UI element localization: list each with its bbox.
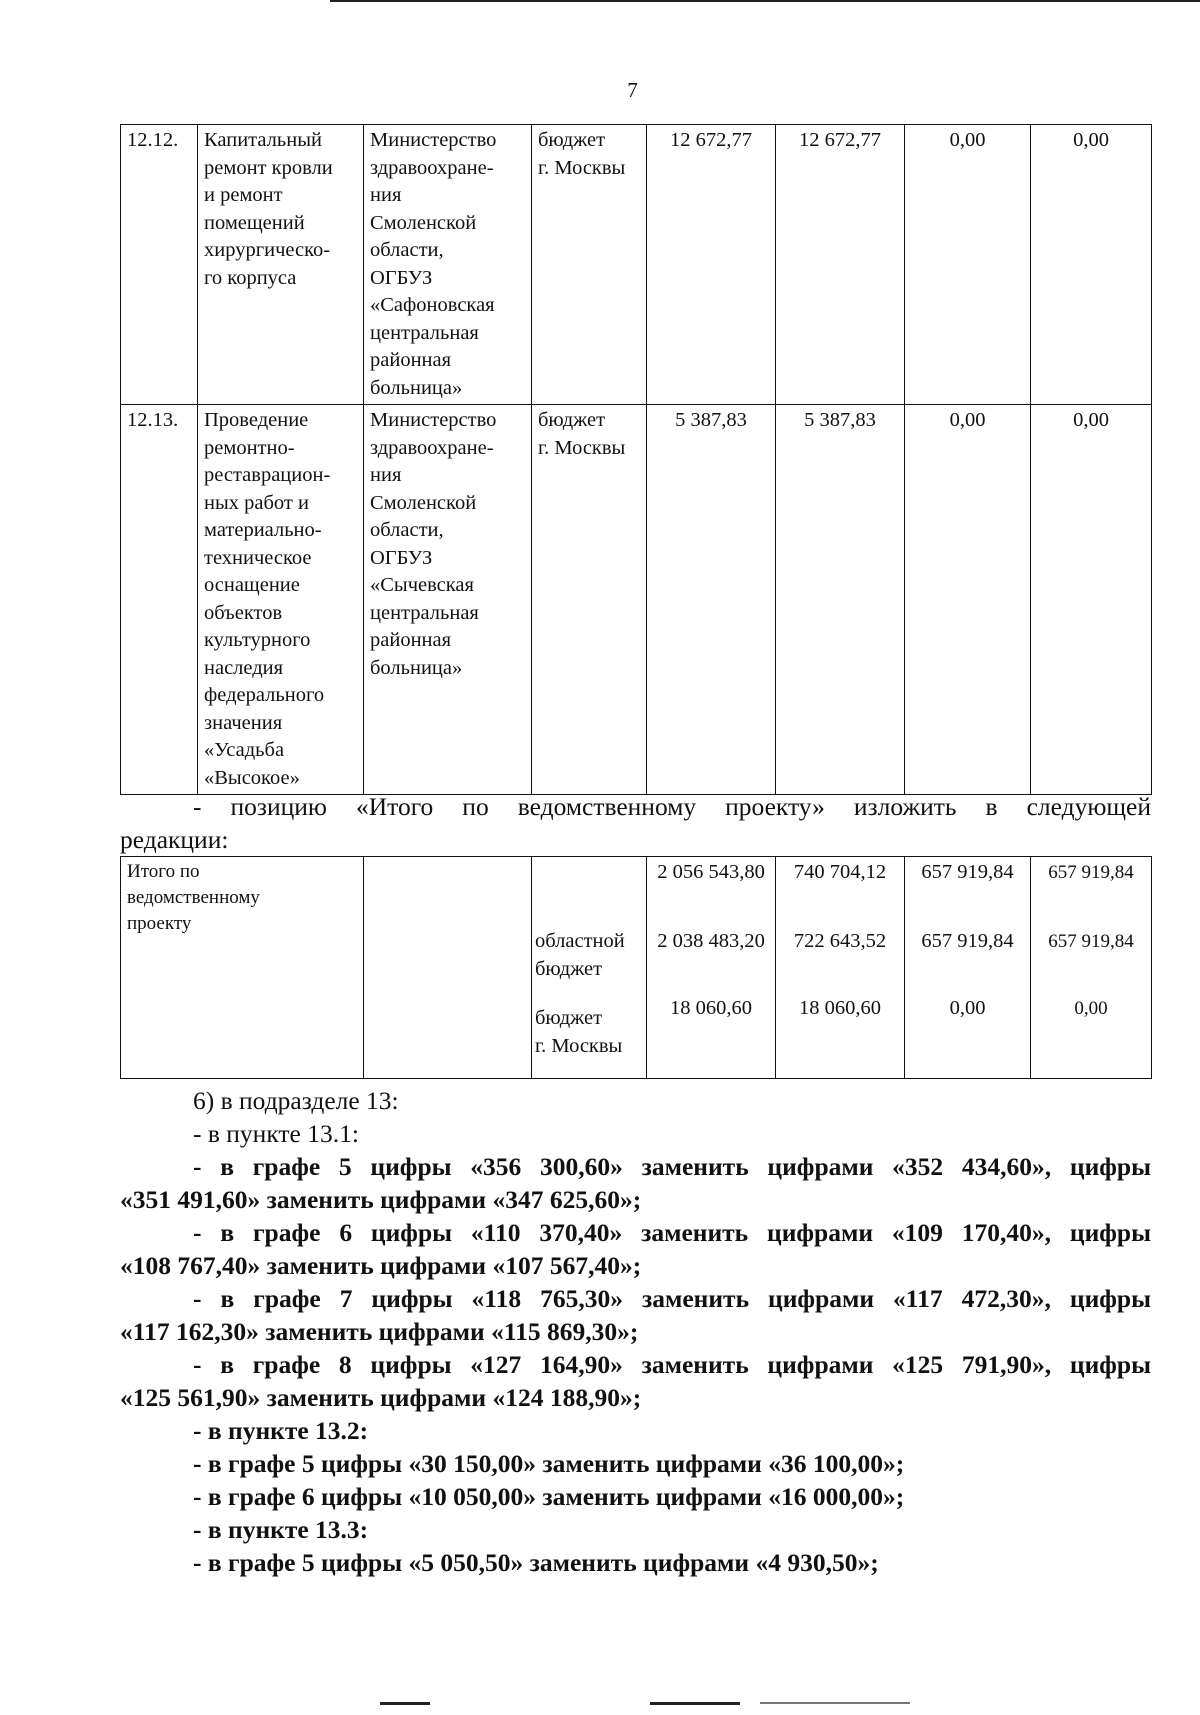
table-row: [121, 857, 1152, 1079]
spacer: [907, 886, 1028, 928]
value-col6: 722 643,52: [793, 930, 887, 952]
values-col7: [905, 857, 1031, 1079]
body-paragraph: - в графе 8 цифры «127 164,90» заменить цифрами «125 791,90», цифры: [193, 1350, 1151, 1379]
body-paragraph: - в пункте 13.1:: [193, 1119, 359, 1148]
value-col8: 0,00: [1074, 998, 1108, 1019]
spacer: [649, 886, 773, 928]
values-col6: [776, 857, 905, 1079]
row-number: 12.12.: [121, 125, 198, 405]
executor: Министерство здравоохране- ния Смоленской области, ОГБУЗ «Сычевская центральная районная больница»: [364, 405, 532, 795]
value-col8: 0,00: [1031, 125, 1152, 405]
page-number: 7: [627, 78, 638, 102]
funding-source: [535, 859, 644, 886]
spacer: [778, 955, 902, 995]
intro-paragraph: - позицию «Итого по ведомственному проекту» изложить в следующей: [193, 792, 1151, 821]
body-paragraph: - в пункте 13.2:: [193, 1416, 369, 1445]
body-paragraph: - в графе 7 цифры «118 765,30» заменить цифрами «117 472,30», цифры: [193, 1284, 1151, 1313]
value-col5: 18 060,60: [670, 997, 752, 1019]
scan-line: [330, 0, 1200, 2]
value-col6: 18 060,60: [799, 997, 881, 1019]
value-col5: 12 672,77: [647, 125, 776, 405]
funding-source: бюджет г. Москвы: [532, 125, 647, 405]
body-paragraph-end: «125 561,90» заменить цифрами «124 188,90»;: [120, 1383, 642, 1412]
spacer: [535, 886, 644, 928]
body-paragraph: - в графе 5 цифры «356 300,60» заменить цифрами «352 434,60», цифры: [193, 1152, 1151, 1181]
funding-source: бюджет г. Москвы: [535, 1007, 623, 1057]
funding-sources: [532, 857, 647, 1079]
spacer: [649, 955, 773, 995]
value-col6: 5 387,83: [776, 405, 905, 795]
scan-line: [760, 1702, 910, 1704]
value-col7: 657 919,84: [921, 861, 1014, 883]
table-row: [121, 405, 1152, 795]
value-col7: 0,00: [905, 125, 1031, 405]
spacer: [535, 983, 644, 1005]
value-col7: 0,00: [949, 997, 986, 1019]
value-col5: 5 387,83: [647, 405, 776, 795]
value-col8: 657 919,84: [1048, 931, 1134, 952]
value-col5: 2 056 543,80: [657, 861, 765, 883]
value-col6: 12 672,77: [776, 125, 905, 405]
scan-line: [650, 1702, 740, 1705]
spacer: [1033, 955, 1149, 995]
values-col8: [1031, 857, 1152, 1079]
spacer: [778, 886, 902, 928]
row-number: 12.13.: [121, 405, 198, 795]
spacer: [907, 955, 1028, 995]
body-paragraph-end: «351 491,60» заменить цифрами «347 625,60»;: [120, 1185, 642, 1214]
funding-source: бюджет г. Москвы: [532, 405, 647, 795]
funding-source: областной бюджет: [535, 930, 625, 980]
measure-name: Капитальный ремонт кровли и ремонт помещений хирургическо- го корпуса: [198, 125, 364, 405]
intro-paragraph-end: редакции:: [120, 825, 229, 854]
value-col7: 657 919,84: [921, 930, 1014, 952]
empty-cell: [364, 857, 532, 1079]
body-paragraph-end: «117 162,30» заменить цифрами «115 869,30»;: [120, 1317, 639, 1346]
measure-name: Проведение ремонтно- реставрацион- ных работ и материально- техническое оснащение объектов культурного наследия федерального значения «Усадьба «Высокое»: [198, 405, 364, 795]
values-col5: [647, 857, 776, 1079]
body-paragraph-end: «108 767,40» заменить цифрами «107 567,40»;: [120, 1251, 642, 1280]
body-paragraph: - в графе 5 цифры «5 050,50» заменить цифрами «4 930,50»;: [193, 1548, 879, 1577]
body-paragraph: - в пункте 13.3:: [193, 1515, 369, 1544]
spacer: [1033, 886, 1149, 928]
value-col7: 0,00: [905, 405, 1031, 795]
value-col8: 0,00: [1031, 405, 1152, 795]
body-paragraph: 6) в подразделе 13:: [193, 1086, 399, 1115]
body-paragraph: - в графе 5 цифры «30 150,00» заменить цифрами «36 100,00»;: [193, 1449, 905, 1478]
table-row: [121, 125, 1152, 405]
body-paragraph: - в графе 6 цифры «10 050,00» заменить цифрами «16 000,00»;: [193, 1482, 905, 1511]
total-table: [120, 856, 1152, 1079]
measures-table: [120, 124, 1152, 795]
value-col6: 740 704,12: [793, 861, 887, 883]
value-col8: 657 919,84: [1048, 862, 1134, 883]
value-col5: 2 038 483,20: [657, 930, 765, 952]
executor: Министерство здравоохране- ния Смоленской области, ОГБУЗ «Сафоновская центральная районная больница»: [364, 125, 532, 405]
body-paragraph: - в графе 6 цифры «110 370,40» заменить цифрами «109 170,40», цифры: [193, 1218, 1151, 1247]
scan-line: [380, 1702, 430, 1705]
total-label: Итого по ведомственному проекту: [121, 857, 364, 1079]
scan-top-edge: [0, 0, 1200, 3]
